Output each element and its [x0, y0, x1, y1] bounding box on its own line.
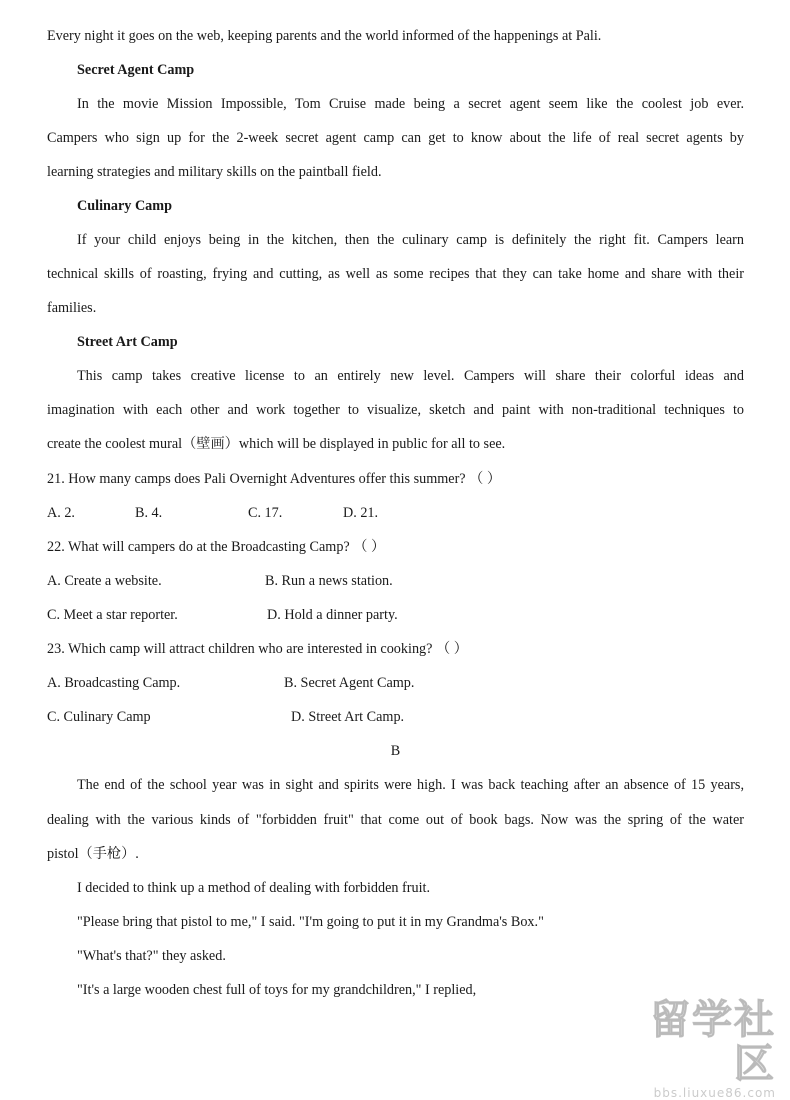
paragraph-line: families.	[47, 300, 97, 316]
section-heading-street-art: Street Art Camp	[77, 334, 178, 350]
question-21-option-a: A. 2.	[47, 505, 75, 521]
question-21-option-c: C. 17.	[248, 505, 283, 521]
watermark	[616, 997, 776, 1100]
question-22-option-d: D. Hold a dinner party.	[267, 607, 398, 623]
question-21-option-d: D. 21.	[343, 505, 379, 521]
paragraph-line: In the movie Mission Impossible, Tom Cruise made being a secret agent seem like the coolest job ever.	[77, 96, 744, 112]
section-b-label: B	[390, 743, 401, 759]
question-21-stem: 21. How many camps does Pali Overnight Adventures offer this summer? （ ）	[47, 471, 502, 487]
question-22-option-c: C. Meet a star reporter.	[47, 607, 178, 623]
question-23-option-a: A. Broadcasting Camp.	[47, 675, 181, 691]
question-22-option-a: A. Create a website.	[47, 573, 162, 589]
paragraph-line: imagination with each other and work together to visualize, sketch and paint with non-traditional techniques to	[47, 402, 744, 418]
paragraph-line: learning strategies and military skills on the paintball field.	[47, 164, 382, 180]
question-23-option-c: C. Culinary Camp	[47, 709, 151, 725]
question-23-stem: 23. Which camp will attract children who are interested in cooking? （ ）	[47, 641, 468, 657]
question-22-stem: 22. What will campers do at the Broadcasting Camp? （ ）	[47, 539, 386, 555]
question-23-option-b: B. Secret Agent Camp.	[284, 675, 415, 691]
section-heading-culinary: Culinary Camp	[77, 198, 172, 214]
paragraph-line: I decided to think up a method of dealing with forbidden fruit.	[77, 880, 431, 896]
question-22-option-b: B. Run a news station.	[265, 573, 393, 589]
question-21-option-b: B. 4.	[135, 505, 163, 521]
paragraph-line: "It's a large wooden chest full of toys for my grandchildren," I replied,	[77, 982, 477, 998]
paragraph-line: pistol（手枪）.	[47, 846, 139, 862]
watermark-url: bbs.liuxue86.com	[653, 1086, 776, 1100]
paragraph-line: technical skills of roasting, frying and cutting, as well as some recipes that they can take home and share with their	[47, 266, 744, 282]
section-heading-secret-agent: Secret Agent Camp	[77, 62, 195, 78]
paragraph-line: If your child enjoys being in the kitchen, then the culinary camp is definitely the right fit. Campers learn	[77, 232, 744, 248]
paragraph-line: Campers who sign up for the 2-week secret agent camp can get to know about the life of real secret agents by	[47, 130, 744, 146]
watermark-logo: 留学社区	[650, 997, 776, 1087]
question-23-option-d: D. Street Art Camp.	[291, 709, 405, 725]
paragraph-line: Every night it goes on the web, keeping parents and the world informed of the happenings at Pali.	[47, 28, 602, 44]
paragraph-line: "Please bring that pistol to me," I said. "I'm going to put it in my Grandma's Box."	[77, 914, 544, 930]
paragraph-line: This camp takes creative license to an entirely new level. Campers will share their colorful ideas and	[77, 368, 744, 384]
paragraph-line: create the coolest mural（壁画）which will be displayed in public for all to see.	[47, 436, 506, 452]
paragraph-line: The end of the school year was in sight and spirits were high. I was back teaching after an absence of 15 years,	[77, 777, 744, 793]
paragraph-line: dealing with the various kinds of "forbidden fruit" that come out of book bags. Now was the spring of the water	[47, 812, 744, 828]
paragraph-line: "What's that?" they asked.	[77, 948, 226, 964]
